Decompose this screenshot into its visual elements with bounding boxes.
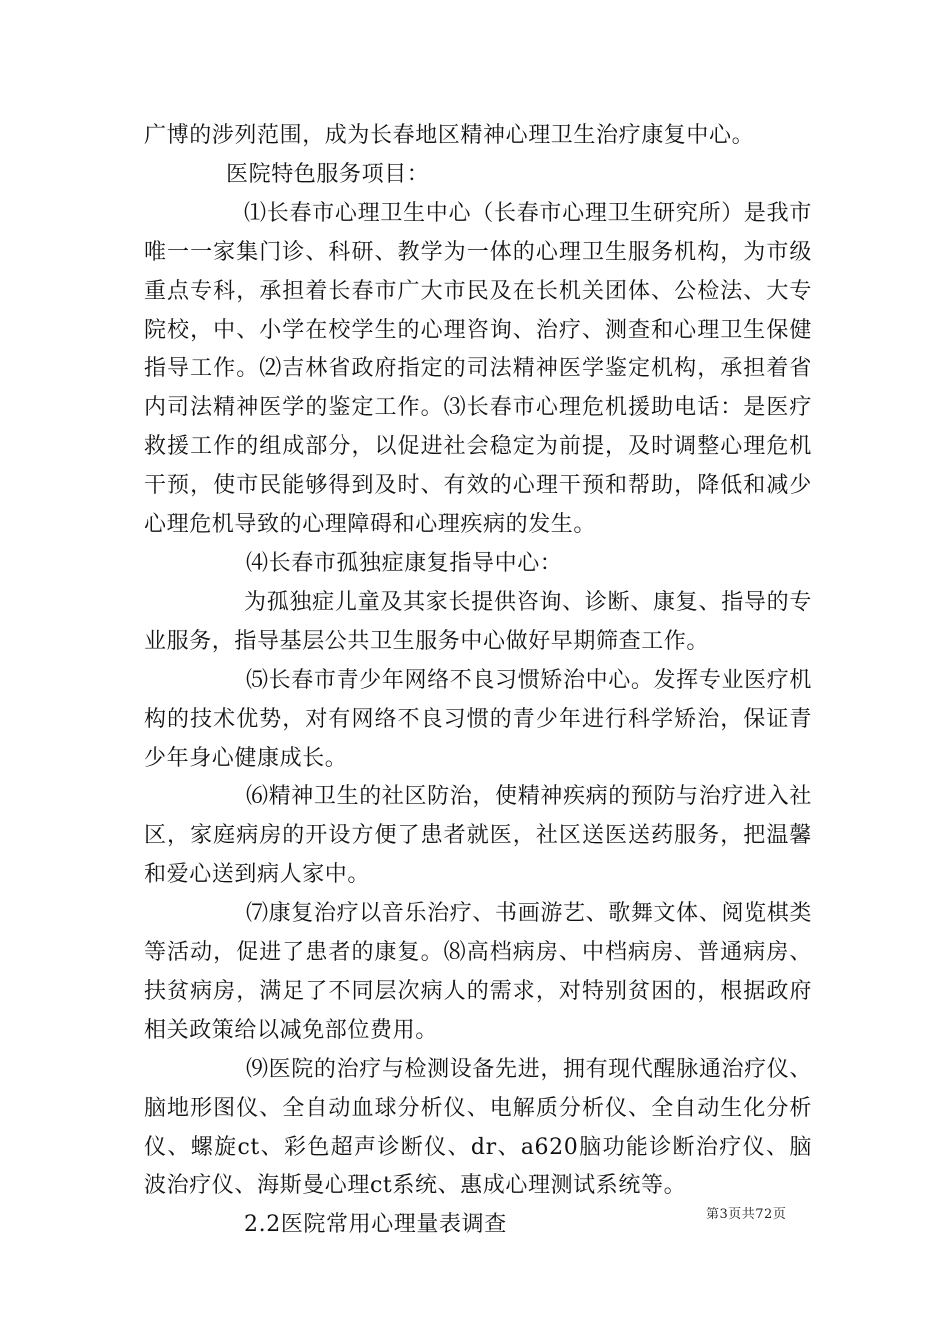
- section-heading: 2.2医院常用心理量表调查: [244, 1212, 507, 1238]
- page-number: 第3页共72页: [706, 1207, 787, 1222]
- paragraph-item-4-body: 为孤独症儿童及其家长提供咨询、诊断、康复、指导的专业服务，指导基层公共卫生服务中心做好早期筛查工作。: [144, 589, 812, 654]
- paragraph-item-4-heading: ⑷长春市孤独症康复指导中心：: [246, 550, 563, 576]
- body-text: [144, 117, 812, 1245]
- paragraph-item-9: ⑼医院的治疗与检测设备先进，拥有现代醒脉通治疗仪、脑地形图仪、全自动血球分析仪、电解质分析仪、全自动生化分析仪、螺旋ct、彩色超声诊断仪、dr、a620脑功能诊断治疗仪、脑波治疗仪、海斯曼心理ct系统、惠成心理测试系统等。: [144, 1056, 812, 1199]
- paragraph-item-6: ⑹精神卫生的社区防治，使精神疾病的预防与治疗进入社区，家庭病房的开设方便了患者就医，社区送医送药服务，把温馨和爱心送到病人家中。: [144, 784, 812, 888]
- paragraph-services-heading: 医院特色服务项目：: [226, 161, 430, 187]
- paragraph-item-5: ⑸长春市青少年网络不良习惯矫治中心。发挥专业医疗机构的技术优势，对有网络不良习惯的青少年进行科学矫治，保证青少年身心健康成长。: [144, 667, 812, 771]
- paragraph-item-7-8: ⑺康复治疗以音乐治疗、书画游艺、歌舞文体、阅览棋类等活动，促进了患者的康复。⑻高档病房、中档病房、普通病房、扶贫病房，满足了不同层次病人的需求，对特别贫困的，根据政府相关政策给以减免部位费用。: [144, 901, 812, 1043]
- paragraph-item-1-3: ⑴长春市心理卫生中心（长春市心理卫生研究所）是我市唯一一家集门诊、科研、教学为一体的心理卫生服务机构，为市级重点专科，承担着长春市广大市民及在长机关团体、公检法、大专院校，中、小学在校学生的心理咨询、治疗、测查和心理卫生保健指导工作。⑵吉林省政府指定的司法精神医学鉴定机构，承担着省内司法精神医学的鉴定工作。⑶长春市心理危机援助电话：是医疗救援工作的组成部分，以促进社会稳定为前提，及时调整心理危机干预，使市民能够得到及时、有效的心理干预和帮助，降低和减少心理危机导致的心理障碍和心理疾病的发生。: [144, 200, 812, 538]
- paragraph-continuation: 广博的涉列范围，成为长春地区精神心理卫生治疗康复中心。: [144, 123, 755, 148]
